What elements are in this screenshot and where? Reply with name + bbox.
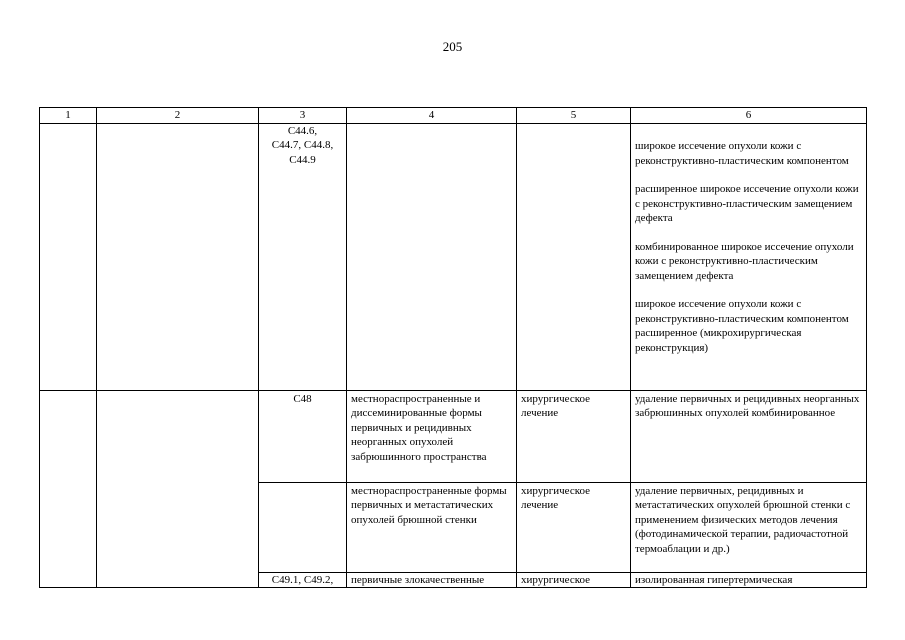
diagnosis-cell: первичные злокачественные [347,572,517,588]
icd-codes-cell: C49.1, C49.2, [259,572,347,588]
diagnosis-cell [347,123,517,390]
procedure-cell [631,123,867,390]
procedure-text: широкое иссечение опухоли кожи с реконструктивно-пластическим компонентом [635,140,849,167]
procedure-text: широкое иссечение опухоли кожи с реконструктивно-пластическим компонентом расширенное (микрохирургическая реконструкция) [635,298,849,354]
header-cell-5: 5 [517,108,631,124]
table-row [40,390,867,482]
icd-codes-cell [259,123,347,390]
procedure-text: комбинированное широкое иссечение опухоли кожи с реконструктивно-пластическим замещением дефекта [635,240,854,282]
treatment-type-cell: хирургическое лечение [517,390,631,482]
diagnosis-cell: местнораспространенные формы первичных и метастатических опухолей брюшной стенки [347,482,517,572]
header-cell-4: 4 [347,108,517,124]
treatment-type-cell: хирургическое лечение [517,482,631,572]
diagnosis-cell: местнораспространенные и диссеминированные формы первичных и рецидивных неорганных опухолей забрюшинного пространства [347,390,517,482]
procedure-cell: изолированная гипертермическая [631,572,867,588]
treatment-type-cell: хирургическое [517,572,631,588]
cell-col1 [40,390,97,588]
header-cell-2: 2 [97,108,259,124]
cell-col2 [97,123,259,390]
medical-procedures-table [39,107,867,588]
table-header-row [40,108,867,124]
icd-codes-cell [259,482,347,572]
icd-codes-cell: C48 [259,390,347,482]
header-cell-1: 1 [40,108,97,124]
icd-code-line: C44.7, C44.8, [271,139,334,151]
page-number: 205 [442,39,463,54]
procedure-text: расширенное широкое иссечение опухоли кожи с реконструктивно-пластическим замещением дефекта [635,183,859,224]
cell-col1 [40,123,97,390]
procedure-cell: удаление первичных, рецидивных и метастатических опухолей брюшной стенки с применением физических методов лечения (фотодинамической терапии, радиочастотной термоаблации и др.) [631,482,867,572]
cell-col2 [97,390,259,588]
procedure-cell: удаление первичных и рецидивных неорганных забрюшинных опухолей комбинированное [631,390,867,482]
table-row [40,123,867,390]
header-cell-3: 3 [259,108,347,124]
icd-code-line: C44.9 [289,153,316,166]
icd-code-line: C44.6, [287,124,318,137]
treatment-type-cell [517,123,631,390]
header-cell-6: 6 [631,108,867,124]
